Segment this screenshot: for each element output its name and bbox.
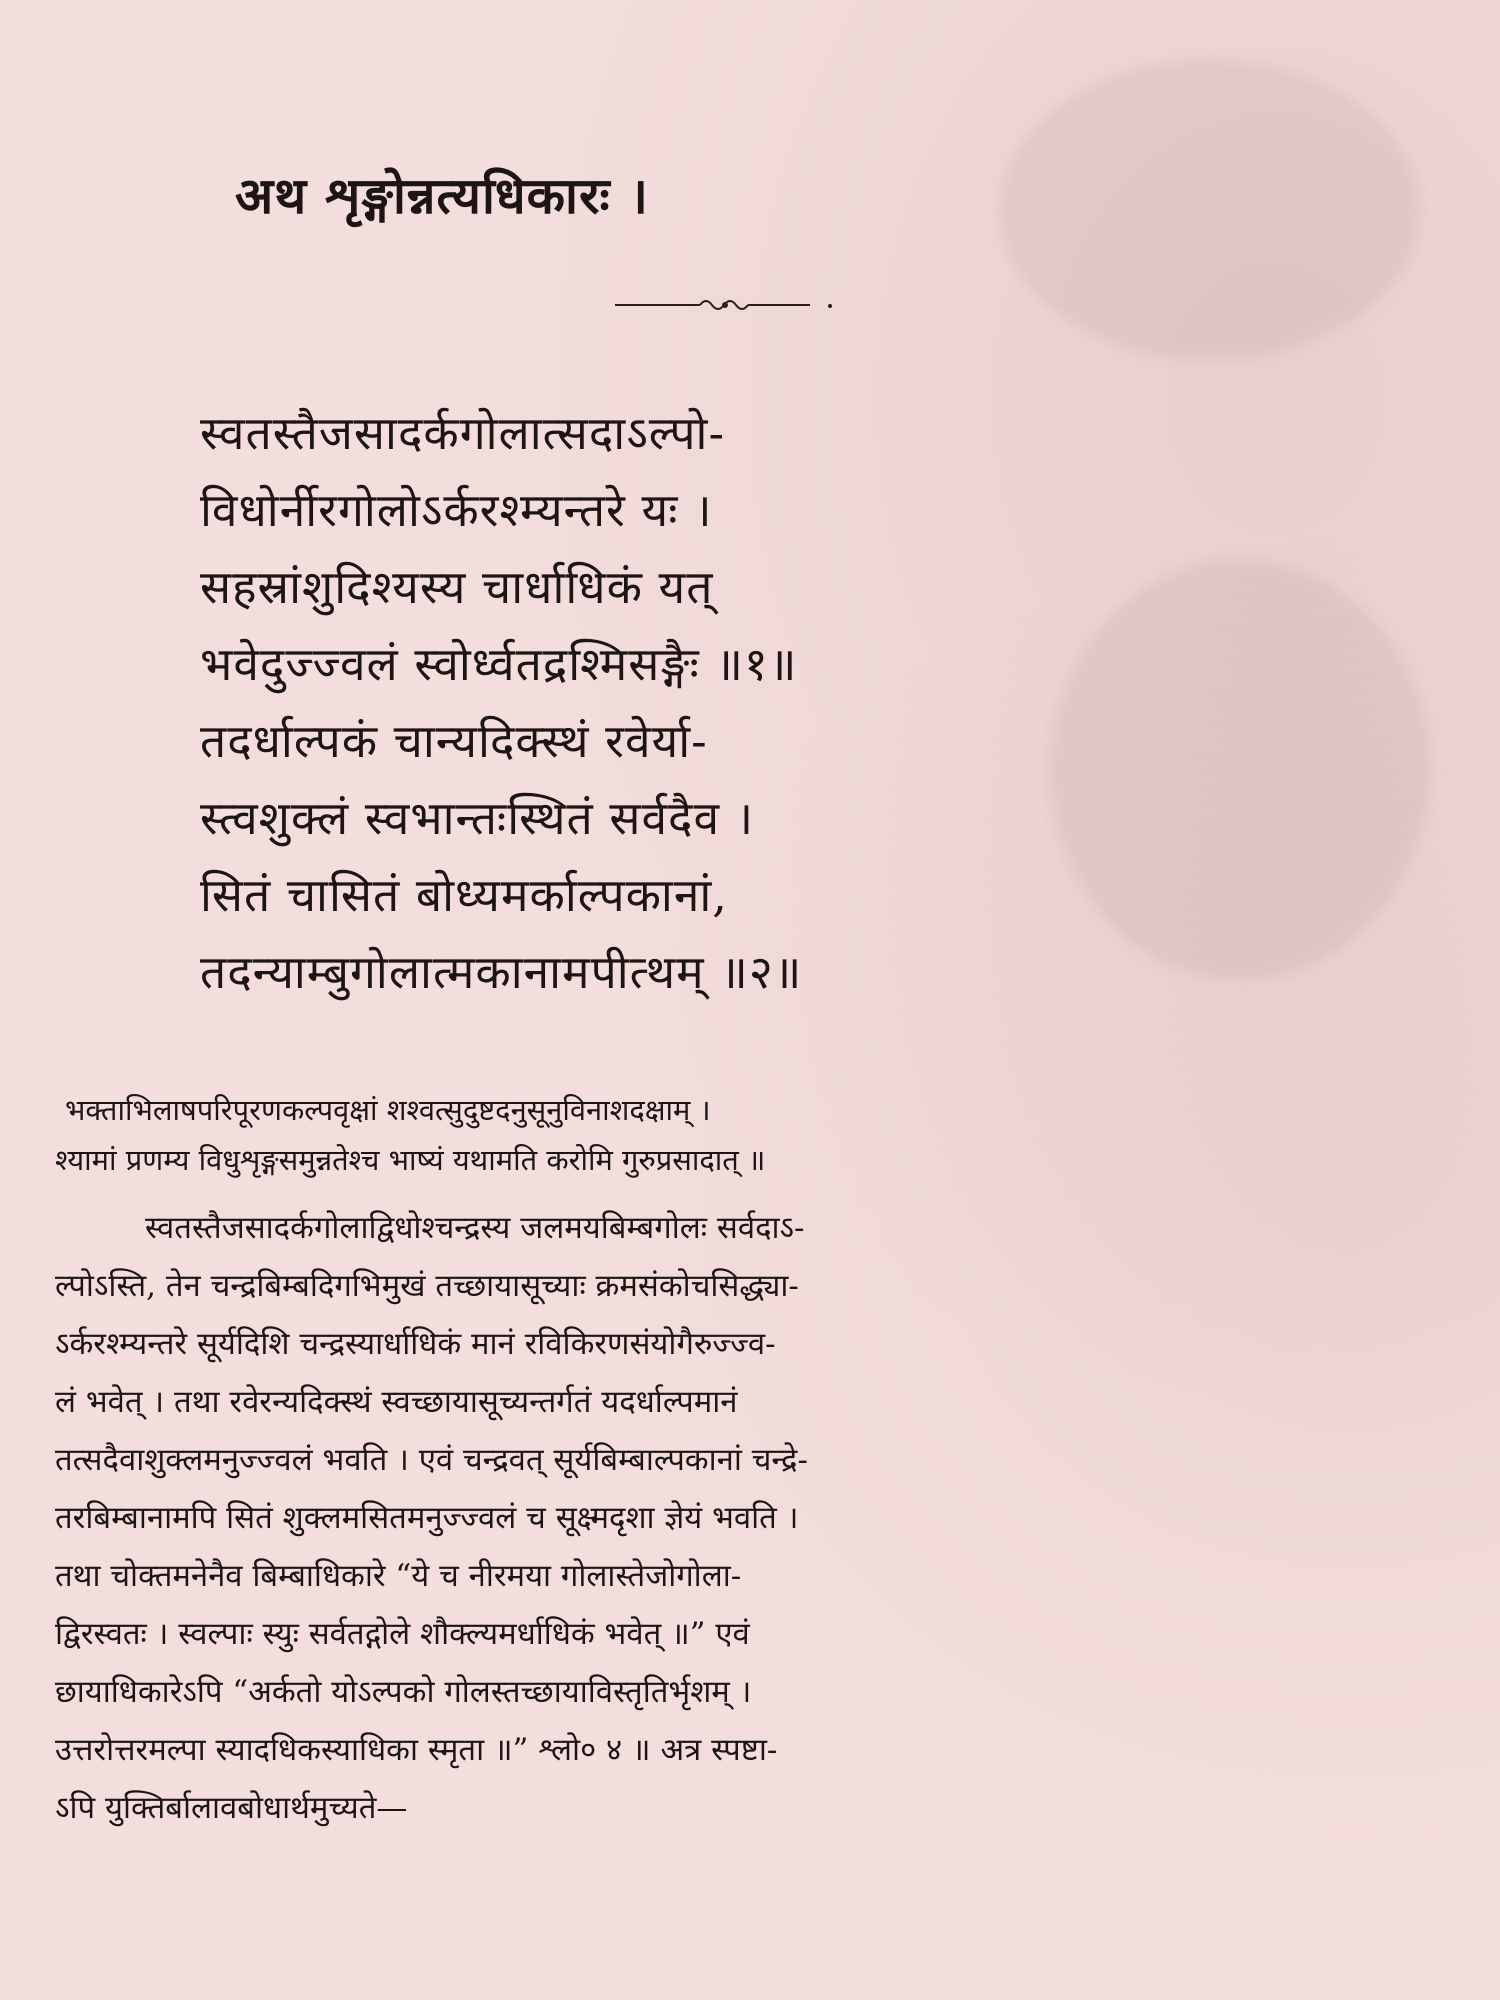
commentary-line: तथा चोक्तमनेनैव बिम्बाधिकारे “ये च नीरमया गोलास्तेजोगोला- — [55, 1558, 742, 1594]
commentary-line: स्वतस्तैजसादर्कगोलाद्विधोश्चन्द्रस्य जलमयबिम्बगोलः सर्वदाऽ- — [145, 1210, 805, 1246]
verse-line: तदर्धाल्पकं चान्यदिक्स्थं रवेर्या- — [200, 714, 708, 768]
verse-line: सहस्रांशुदिश्यस्य चार्धाधिकं यत् — [200, 560, 714, 614]
commentary-line: ऽर्करश्म्यन्तरे सूर्यदिशि चन्द्रस्यार्धाधिकं मानं रविकिरणसंयोगैरुज्ज्व- — [55, 1326, 776, 1362]
commentary-block — [55, 1085, 1455, 1837]
verse-line: सितं चासितं बोध्यमर्काल्पकानां, — [200, 868, 728, 922]
verse-line: तदन्याम्बुगोलात्मकानामपीत्थम् ॥२॥ — [200, 945, 803, 999]
ornament-divider — [615, 290, 835, 320]
verse-line: भवेदुज्ज्वलं स्वोर्ध्वतद्रश्मिसङ्गैः ॥१॥ — [200, 637, 798, 691]
chapter-heading: अथ शृङ्गोन्नत्यधिकारः । — [235, 166, 649, 225]
verse-line: विधोर्नीरगोलोऽर्करश्म्यन्तरे यः । — [200, 483, 713, 537]
commentary-line: लं भवेत् । तथा रवेरन्यदिक्स्थं स्वच्छायासूच्यन्तर्गतं यदर्धाल्पमानं — [55, 1384, 738, 1420]
commentary-line: तरबिम्बानामपि सितं शुक्लमसितमनुज्ज्वलं च सूक्ष्मदृशा ज्ञेयं भवति । — [55, 1500, 799, 1536]
verse-line: स्त्वशुक्लं स्वभान्तःस्थितं सर्वदैव । — [200, 791, 755, 845]
verse-block — [200, 395, 1350, 1011]
commentary-line: छायाधिकारेऽपि “अर्कतो योऽल्पको गोलस्तच्छायाविस्तृतिर्भृशम् । — [55, 1674, 752, 1710]
verse-line: स्वतस्तैजसादर्कगोलात्सदाऽल्पो- — [200, 406, 726, 460]
commentary-line: द्विरस्वतः । स्वल्पाः स्युः सर्वतद्गोले शौक्ल्यमर्धाधिकं भवेत् ॥” एवं — [55, 1616, 750, 1652]
invocation-line: भक्ताभिलाषपरिपूरणकल्पवृक्षां शश्वत्सुदुष्टदनुसूनुविनाशदक्षाम् । — [65, 1093, 711, 1127]
commentary-line: तत्सदैवाशुक्लमनुज्ज्वलं भवति । एवं चन्द्रवत् सूर्यबिम्बाल्पकानां चन्द्रे- — [55, 1442, 808, 1478]
commentary-line: ल्पोऽस्ति, तेन चन्द्रबिम्बदिगभिमुखं तच्छायासूच्याः क्रमसंकोचसिद्ध्या- — [55, 1268, 799, 1304]
commentary-line: ऽपि युक्तिर्बालावबोधार्थमुच्यते— — [55, 1790, 408, 1826]
commentary-line: उत्तरोत्तरमल्पा स्यादधिकस्याधिका स्मृता ॥” श्लो० ४ ॥ अत्र स्पष्टा- — [55, 1732, 778, 1768]
invocation-line: श्यामां प्रणम्य विधुशृङ्गसमुन्नतेश्च भाष्यं यथामति करोमि गुरुप्रसादात् ॥ — [55, 1143, 766, 1177]
